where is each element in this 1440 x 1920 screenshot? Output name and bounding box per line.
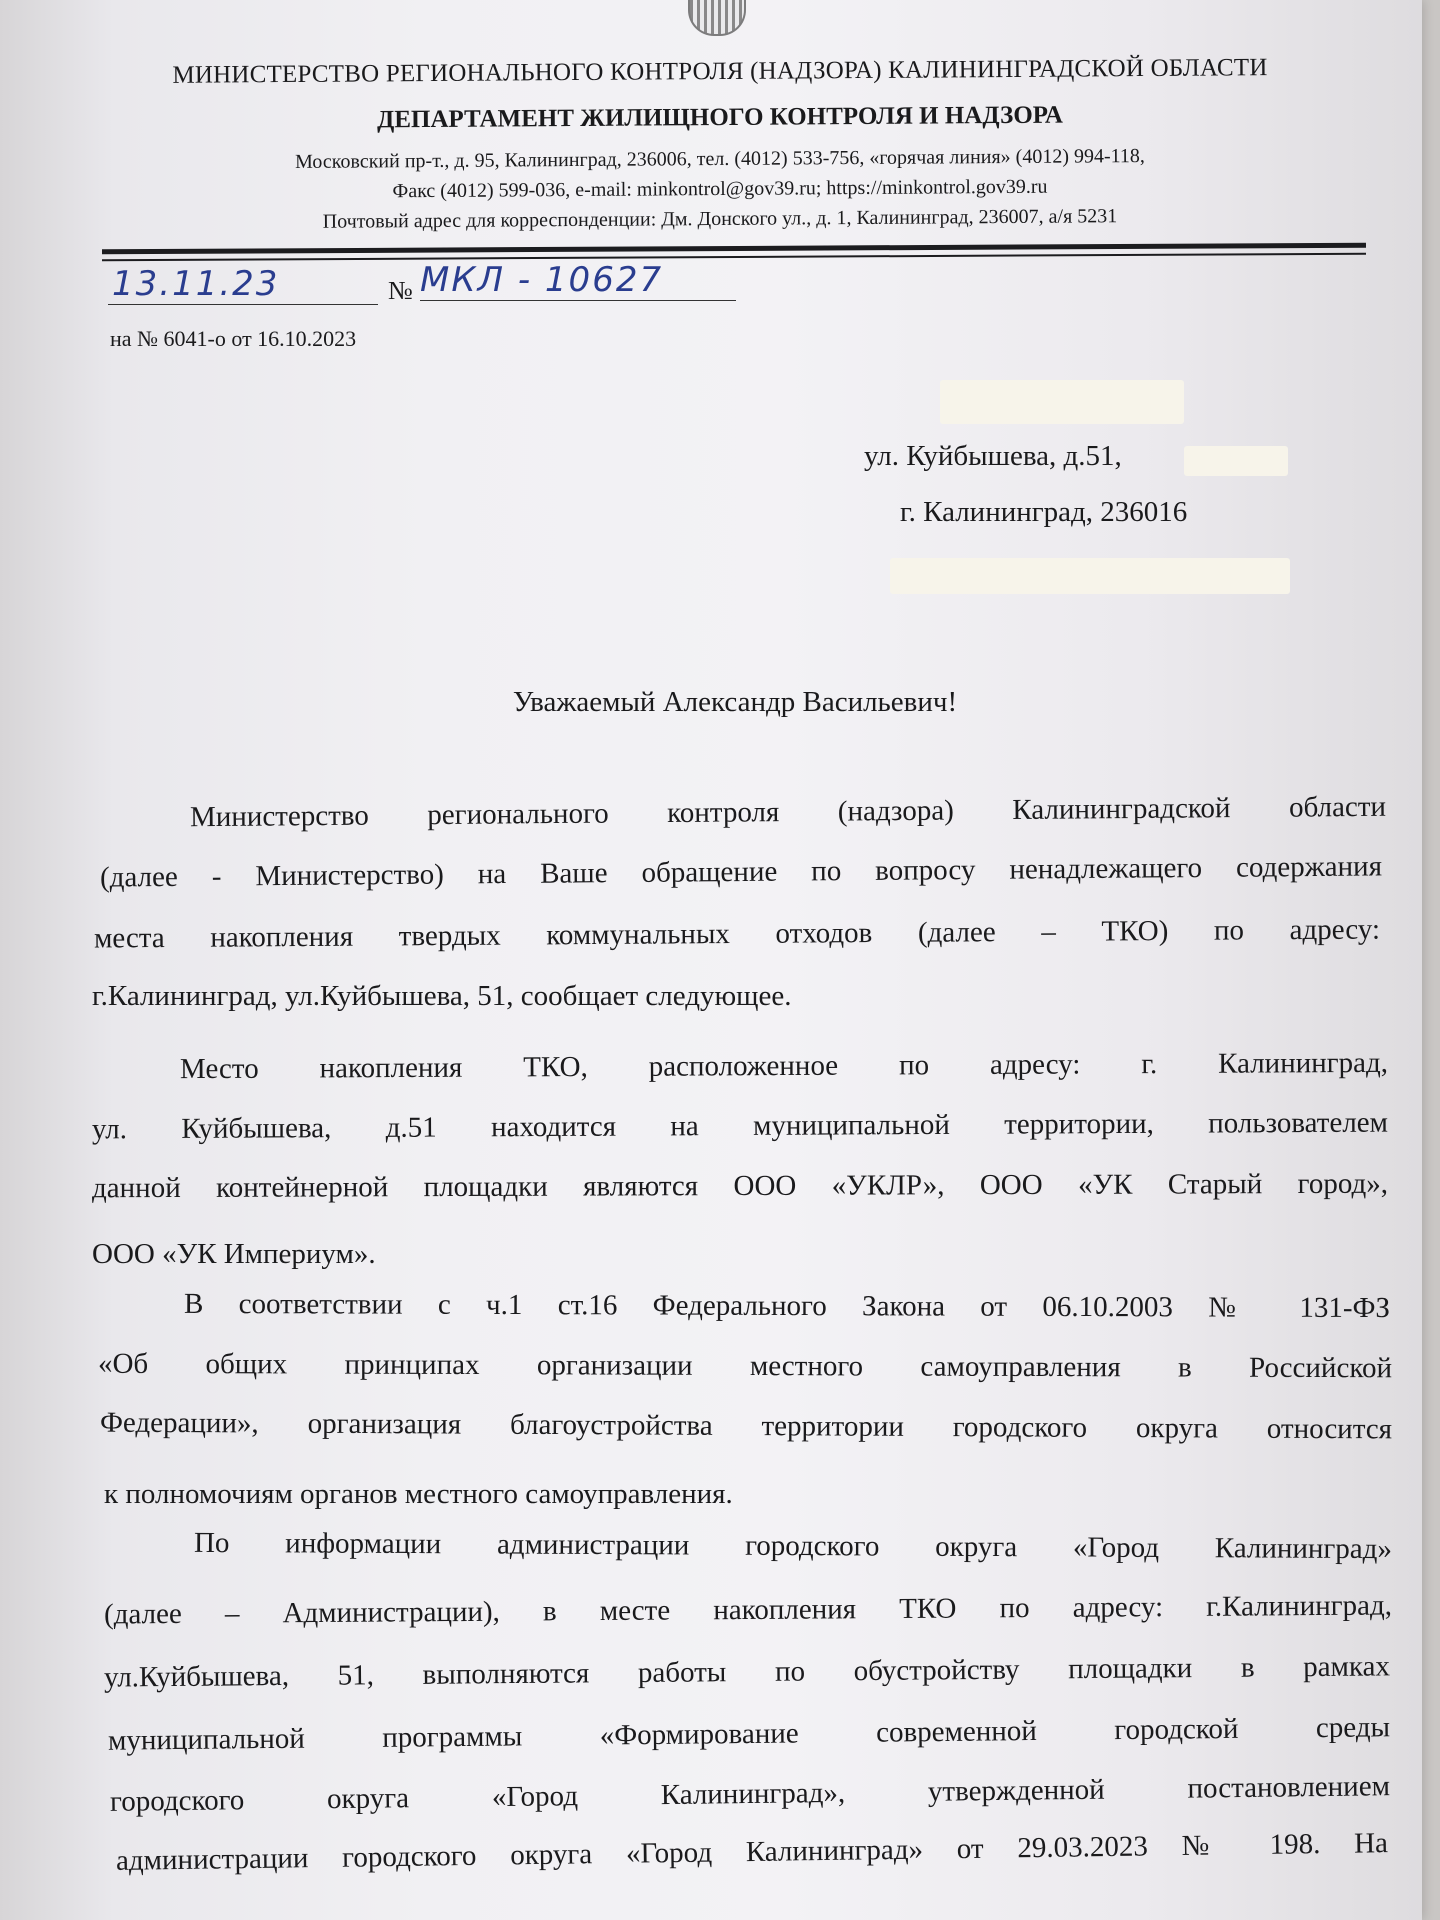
paragraph-line: данной контейнерной площадки являются ООО «УКЛР», ООО «УК Старый город», — [91, 1167, 1389, 1205]
recipient-street: ул. Куйбышева, д.51, — [864, 440, 1122, 472]
redaction-block — [1184, 446, 1288, 476]
coat-of-arms-emblem — [688, 0, 746, 36]
paragraph-line: Федерации», организация благоустройства территории городского округа относится — [99, 1406, 1393, 1446]
contact-line: Почтовый адрес для корреспонденции: Дм. Донского ул., д. 1, Калининград, 236007, а/я 5231 — [322, 205, 1118, 233]
paragraph-line: В соответствии с ч.1 ст.16 Федерального Закона от 06.10.2003 № 131-ФЗ — [183, 1287, 1391, 1325]
paragraph-line: к полномочиям органов местного самоуправления. — [104, 1478, 733, 1510]
paragraph-line: администрации городского округа «Город Калининград» от 29.03.2023 № 198. На — [115, 1827, 1389, 1877]
paragraph-line: городского округа «Город Калининград», утвержденной постановлением — [109, 1770, 1391, 1818]
paragraph-line: «Об общих принципах организации местного самоуправления в Российской — [97, 1347, 1393, 1385]
paragraph-line: ул.Куйбышева, 51, выполняются работы по обустройству площадки в рамках — [103, 1650, 1391, 1694]
paragraph-line: муниципальной программы «Формирование современной городской среды — [107, 1711, 1391, 1757]
paragraph-line: Место накопления ТКО, расположенное по адресу: г. Калининград, — [179, 1046, 1389, 1086]
redaction-block — [940, 380, 1184, 424]
ministry-title: МИНИСТЕРСТВО РЕГИОНАЛЬНОГО КОНТРОЛЯ (НАДЗОРА) КАЛИНИНГРАДСКОЙ ОБЛАСТИ — [172, 54, 1268, 89]
paragraph-line: ООО «УК Империум». — [92, 1238, 376, 1270]
paragraph-line: места накопления твердых коммунальных отходов (далее – ТКО) по адресу: — [93, 913, 1381, 955]
recipient-city: г. Калининград, 236016 — [900, 496, 1188, 528]
paragraph-line: ул. Куйбышева, д.51 находится на муниципальной территории, пользователем — [91, 1106, 1389, 1146]
paragraph-line: г.Калининград, ул.Куйбышева, 51, сообщает следующее. — [92, 980, 792, 1012]
date-underline — [108, 304, 378, 305]
contact-line: Факс (4012) 599-036, e-mail: minkontrol@gov39.ru; https://minkontrol.gov39.ru — [392, 175, 1048, 203]
handwritten-date: 13.11.23 — [112, 264, 280, 304]
contact-line: Московский пр-т., д. 95, Калининград, 236006, тел. (4012) 533-756, «горячая линия» (4012) 994-118, — [295, 145, 1145, 173]
header-divider — [102, 243, 1366, 255]
department-title: ДЕПАРТАМЕНТ ЖИЛИЩНОГО КОНТРОЛЯ И НАДЗОРА — [377, 101, 1063, 134]
paragraph-line: (далее – Администрации), в месте накопления ТКО по адресу: г.Калининград, — [103, 1589, 1393, 1631]
greeting: Уважаемый Александр Васильевич! — [512, 686, 958, 718]
number-sign: № — [388, 276, 413, 305]
reply-reference: на № 6041-о от 16.10.2023 — [110, 326, 357, 351]
paragraph-line: (далее - Министерство) на Ваше обращение по вопросу ненадлежащего содержания — [99, 850, 1383, 894]
paragraph-line: Министерство регионального контроля (надзора) Калининградской области — [189, 790, 1387, 834]
header-divider-thin — [102, 253, 1366, 262]
redaction-block — [890, 558, 1290, 594]
number-underline — [420, 300, 736, 301]
handwritten-number: МКЛ - 10627 — [420, 260, 664, 300]
paragraph-line: По информации администрации городского округа «Город Калининград» — [193, 1526, 1393, 1566]
